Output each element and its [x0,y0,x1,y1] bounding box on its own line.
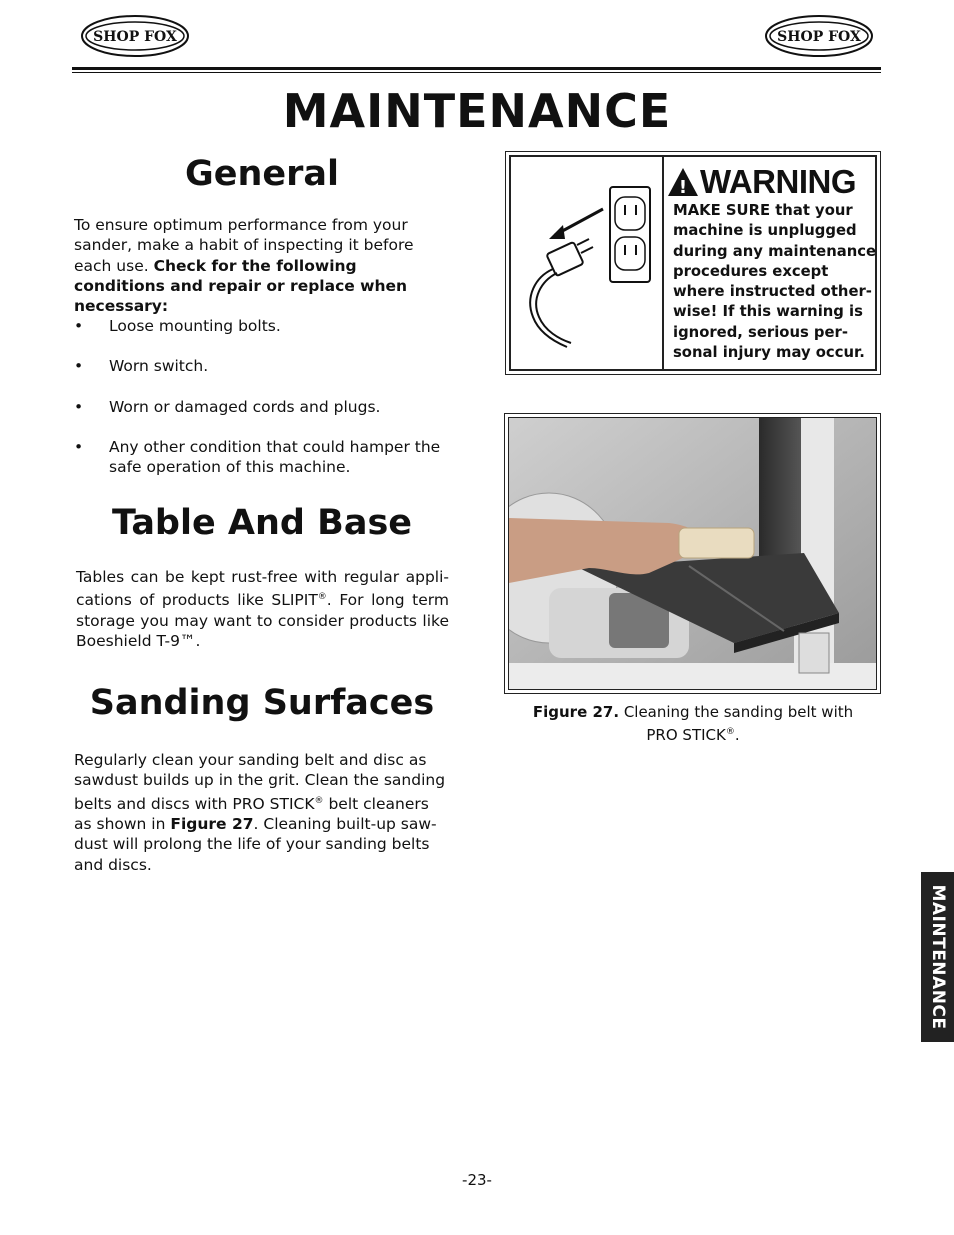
shop-fox-logo-left [81,14,189,58]
header-rule [72,67,881,70]
figure-27-caption [510,702,876,746]
page-number: -23- [462,1171,492,1189]
warning-text [673,201,878,363]
warning-line: ignored, serious per- [673,323,848,341]
warning-box-inner [509,155,877,371]
general-heading: General [185,154,339,194]
bullet-text: Loose mounting bolts. [109,317,281,335]
sanding-surfaces-heading: Sanding Surfaces [89,683,435,723]
warning-line: machine is unplugged [673,222,857,240]
bullet-text: Worn or damaged cords and plugs. [109,398,381,416]
side-tab-label: MAINTENANCE [927,884,948,1030]
svg-text:SHOP FOX: SHOP FOX [93,29,177,45]
figure-27-photo [508,417,877,690]
warning-line: where instructed other- [673,283,872,301]
warning-box [505,151,881,375]
warning-symbol: ! [678,177,688,197]
reg-mark: ® [317,592,327,603]
bullet-dot: • [74,438,84,456]
table-text-1: Tables can be kept rust-free with regular appli-cations of products like SLIPIT [76,568,449,610]
warning-line: during any maintenance [673,242,877,260]
warning-triangle-icon [667,167,699,197]
general-intro-bold: Check for the following conditions and repair or replace when necessary: [74,256,408,316]
sander-cleaning-photo [509,418,876,689]
figure-27-frame [504,413,881,694]
figure-caption-end: . [734,726,740,745]
reg-mark: ® [725,727,735,738]
warning-title: WARNING [700,163,856,200]
warning-line: wise! If this warning is [673,303,863,321]
shop-fox-logo-right [765,14,873,58]
svg-text:SHOP FOX: SHOP FOX [777,29,861,45]
figure-caption-text-2: PRO STICK [646,726,726,745]
page-title: MAINTENANCE [282,84,672,138]
general-intro-plain: To ensure optimum performance from your sander, make a habit of inspecting it before each use. [74,216,414,275]
sanding-text-1: Regularly clean your sanding belt and disc as sawdust builds up in the grit. Clean the sanding belts and discs with PRO STICK [74,751,446,813]
warning-line: procedures except [673,262,829,280]
bullet-dot: • [74,357,84,375]
figure-caption-text: Cleaning the sanding belt with [619,703,854,721]
warning-line: MAKE SURE that your [673,202,853,219]
reg-mark: ® [314,795,324,806]
warning-line: sonal injury may occur. [673,344,865,362]
bullet-text: Worn switch. [109,357,209,375]
bullet-dot: • [74,317,84,335]
header-rule-thin [72,72,881,73]
sanding-text-3: . Cleaning built-up saw-dust will prolong the life of your sanding belts and discs. [74,815,437,874]
general-intro [74,215,449,316]
table-and-base-heading: Table And Base [111,503,413,543]
figure-reference: Figure 27 [170,815,254,834]
warning-divider [662,157,664,369]
table-text-2: . For long term storage you may want to consider products like Boeshield T-9™. [76,591,449,651]
figure-label: Figure 27. [532,703,620,721]
section-side-tab [921,872,954,1042]
sanding-text-2: belt cleaners as shown in [74,794,429,834]
bullet-dot: • [74,398,84,416]
sanding-surfaces-text [74,750,449,875]
bullet-text: Any other condition that could hamper the safe operation of this machine. [109,438,441,477]
unplug-cord-illustration [515,177,657,357]
table-and-base-text [76,567,449,651]
